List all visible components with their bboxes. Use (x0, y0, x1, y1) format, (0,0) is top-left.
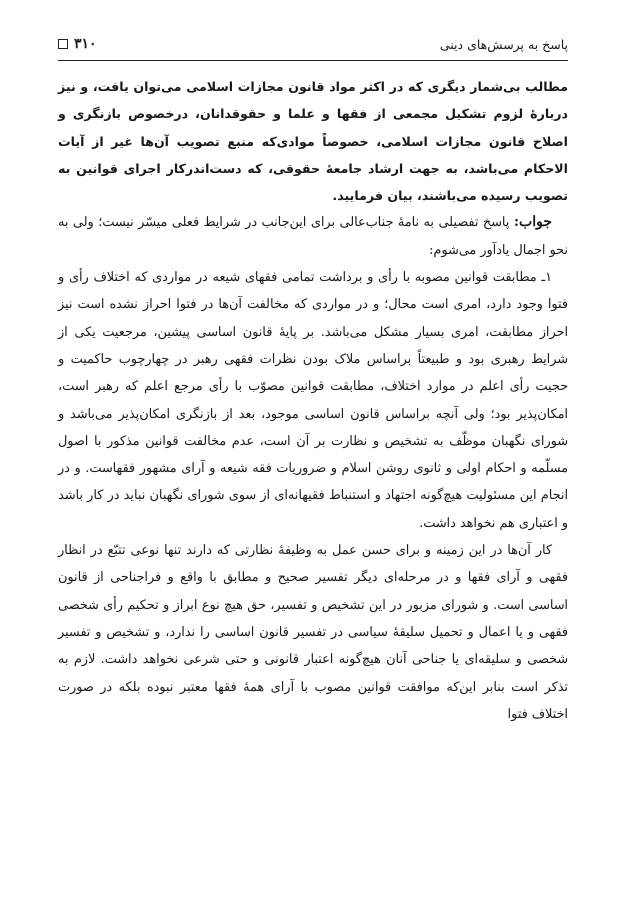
page-number: ۳۱۰ (74, 36, 97, 52)
body-text (58, 73, 568, 728)
page-number-group (58, 36, 97, 52)
running-title: پاسخ به پرسش‌های دینی (439, 36, 568, 52)
answer-intro-text: پاسخ تفصیلی به نامهٔ جناب‌عالی برای این‌جانب در شرایط فعلی میسّر نیست؛ ولی به نحو اجمال یادآور می‌شوم: (58, 215, 568, 258)
book-page (58, 30, 568, 890)
answer-label: جواب: (513, 214, 552, 231)
answer-point-2: کار آن‌ها در این زمینه و برای حسن عمل به وظیفهٔ نظارتی که دارند تنها نوعی تتبّع در انظار فقهی و آرای فقها و در مرحله‌ای دیگر تفسیر صحیح و مطابق با واقع و فراجناحی از قانون اساسی است. و شورای مزبور در این تشخیص و تفسیر، حق هیچ نوع ابراز و تحکیم رأی شخصی فقهی و یا اعمال و تحمیل سلیقهٔ سیاسی در تفسیر قانون اساسی را ندارد، و تشخیص و تفسیر شخصی و سلیقه‌ای یا جناحی آنان هیچ‌گونه اعتبار قانونی و حتی شرعی نخواهد داشت. لازم به تذکر است بنابر این‌که موافقت قوانین مصوب با آرای همهٔ فقها معتبر نبوده بلکه در صورت اختلاف فتوا (58, 543, 568, 722)
square-bullet-icon (58, 39, 68, 49)
running-header (58, 30, 568, 61)
question-paragraph: مطالب بی‌شمار دیگری که در اکثر مواد قانون مجازات اسلامی می‌توان یافت، و نیز دربارهٔ لزوم تشکیل مجمعی از فقها و علما و حقوقدانان، درخصوص بازنگری و اصلاح قانون مجازات اسلامی، خصوصاً موادی‌که منبع تصویب آن‌ها غیر از آیات الاحکام می‌باشد، به جهت ارشاد جامعهٔ حقوقی، که دست‌اندرکار اجرای قوانین به تصویب رسیده می‌باشند، بیان فرمایید. (58, 79, 568, 204)
answer-point-1: ۱ـ مطابقت قوانین مصوبه با رأی و برداشت تمامی فقهای شیعه در مواردی که اختلاف رأی و فتوا وجود دارد، امری است محال؛ و در مواردی که مخالفت آن‌ها در فتوا احراز نشده است نیز احراز مطابقت، امری بسیار مشکل می‌باشد. بر پایهٔ قانون اساسی پیشین، مرجعیت یکی از شرایط رهبری بود و طبیعتاً براساس ملاک بودن نظرات فقهی رهبر در چهارچوب حاکمیت و حجیت رأی اعلم در موارد اختلاف، مطابقت قوانین مصوّب با رأی مرجع اعلم که رهبر است، امکان‌پذیر بود؛ ولی آنچه براساس قانون اساسی موجود، بعد از بازنگری امکان‌پذیر می‌باشد و شورای نگهبان موظّف به تشخیص و نظارت بر آن است، عدم مخالفت قوانین مذکور با اصول مسلّمه و احکام اولی و ثانوی روشن اسلام و ضروریات فقه شیعه و آرای مشهور فقهاست. و در انجام این مسئولیت هیچ‌گونه اجتهاد و استنباط فقیهانه‌ای از سوی شورای نگهبان نباید در کار باشد و اعتباری هم نخواهد داشت. (58, 270, 568, 531)
answer-intro-paragraph (58, 209, 568, 264)
